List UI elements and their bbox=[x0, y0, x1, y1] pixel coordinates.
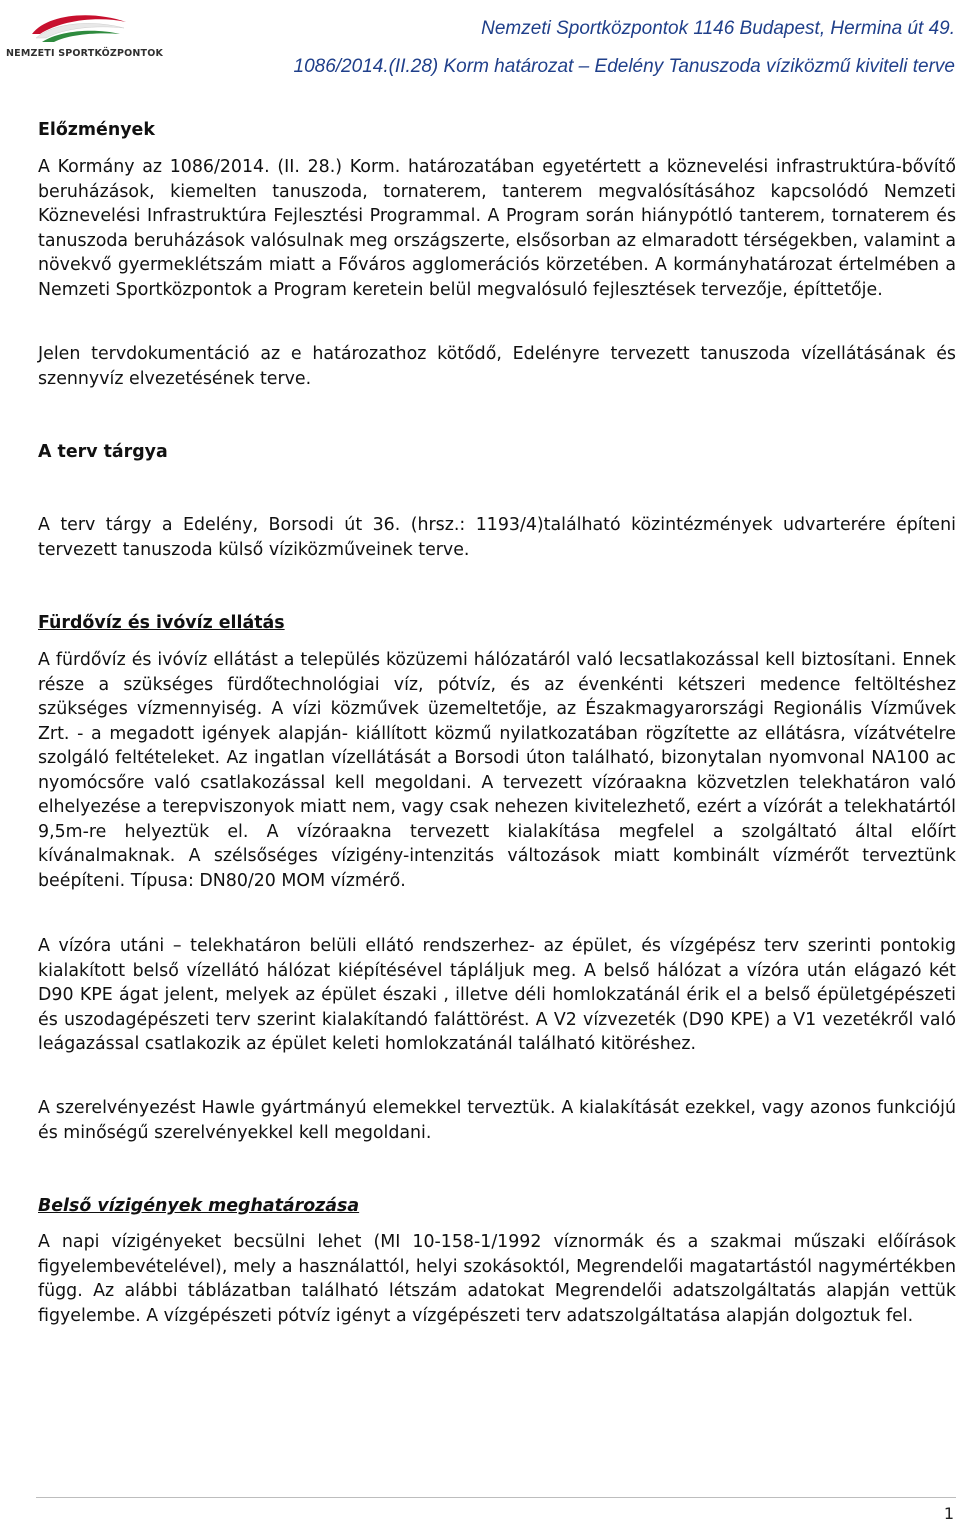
section-terv-targya bbox=[38, 440, 956, 464]
section-paragraph bbox=[38, 155, 956, 302]
paragraph-text: A fürdővíz és ivóvíz ellátást a település közüzemi hálózatáról való lecsatlakozással kell biztosítani. Ennek része a szükséges fürdőtechnológiai víz, pótvíz, és az évenkénti kétszeri medence feltöltéshez szükséges vízmennyiség. A vízi közművek üzemeltetője, az Északmagyarországi Regionális Vízművek Zrt. - a megadott igények alapján- kiállított közmű nyilatkozatában rögzítette az ellátásra, vízátvételre szolgáló feltételeket. Az ingatlan vízellátását a Borsodi úton található, bizonytalan nyomvonal NA100 ac nyomócsőre való csatlakozással kell megoldani. A tervezett vízóraakna közvetzlen telekhatáron való elhelyezése a terepviszonyok miatt nem, vagy csak nehezen kivitelezhető, ezért a vízórát a telekhatártól 9,5m-re helyeztük el. A vízóraakna tervezett kialakítása megfelel a szolgáltató által előírt kívánalmaknak. A szélsőséges vízigény-intenzitás változások miatt kombinált vízmérőt terveztünk beépíteni. Típusa: DN80/20 MOM vízmérő. bbox=[38, 650, 956, 891]
paragraph-text: A terv tárgy a Edelény, Borsodi út 36. (hrsz.: 1193/4)található közintézmények udvarterére építeni tervezett tanuszoda külső víziközműveinek terve. bbox=[38, 515, 956, 560]
section-heading: A terv tárgya bbox=[38, 442, 168, 462]
logo-swoosh-icon bbox=[2, 8, 158, 48]
header-document-title: 1086/2014.(II.28) Korm határozat – Edelény Tanuszoda víziközmű kiviteli terve bbox=[293, 56, 955, 77]
section-heading: Belső vízigények meghatározása bbox=[38, 1196, 360, 1216]
section-paragraph bbox=[38, 1230, 956, 1328]
section-paragraph bbox=[38, 934, 956, 1057]
paragraph-text: A szerelvényezést Hawle gyártmányú elemekkel terveztük. A kialakítását ezekkel, vagy azonos funkciójú és minőségű szerelvényekkel kell megoldani. bbox=[38, 1098, 956, 1143]
footer-divider bbox=[36, 1497, 956, 1498]
section-elozmenyek bbox=[38, 118, 956, 142]
section-heading: Fürdővíz és ivóvíz ellátás bbox=[38, 613, 285, 633]
paragraph-text: Jelen tervdokumentáció az e határozathoz kötődő, Edelényre tervezett tanuszoda vízellátásának és szennyvíz elvezetésének terve. bbox=[38, 344, 956, 389]
paragraph-text: A napi vízigényeket becsülni lehet (MI 10-158-1/1992 víznormák és a szakmai műszaki előírások figyelembevételével), mely a használattól, helyi szokásoktól, Megrendelői magatartástól nagymértékben függ. Az alábbi táblázatban található létszám adatokat Megrendelői adatszolgáltatás alapján vettük figyelembe. A vízgépészeti pótvíz igényt a vízgépészeti terv adatszolgáltatása alapján dolgoztuk fel. bbox=[38, 1232, 956, 1326]
section-paragraph bbox=[38, 513, 956, 562]
logo-text: NEMZETI SPORTKÖZPONTOK bbox=[6, 48, 164, 59]
page-number: 1 bbox=[943, 1504, 954, 1523]
section-belso-vizigenyek bbox=[38, 1194, 956, 1218]
section-paragraph bbox=[38, 648, 956, 893]
section-paragraph bbox=[38, 342, 956, 391]
section-furdoviz-ellatas bbox=[38, 611, 956, 635]
section-heading: Előzmények bbox=[38, 120, 155, 140]
nemzeti-sportkozpontok-logo bbox=[2, 8, 164, 59]
header-organization-address: Nemzeti Sportközpontok 1146 Budapest, Hermina út 49. bbox=[481, 18, 955, 39]
paragraph-text: A vízóra utáni – telekhatáron belüli ellátó rendszerhez- az épület, és vízgépész terv szerinti pontokig kialakított belső vízellátó hálózat kiépítésével tápláljuk meg. A belső hálózat a vízóra után elágazó két D90 KPE ágat jelent, melyek az épület északi , illetve déli homlokzatánál érik el a belső épületgépészeti és uszodagépészeti terv szerint kialakítandó faláttörést. A V2 vízvezeték (D90 KPE) a V1 vezetékről való leágazással csatlakozik az épület keleti homlokzatánál található kitöréshez. bbox=[38, 936, 956, 1054]
section-paragraph bbox=[38, 1096, 956, 1145]
paragraph-text: A Kormány az 1086/2014. (II. 28.) Korm. határozatában egyetértett a köznevelési infrastruktúra-bővítő beruházások, kiemelten tanuszoda, tornaterem, tanterem megvalósításához kapcsolódó Nemzeti Köznevelési Infrastruktúra Fejlesztési Programmal. A Program során hiánypótló tanterem, tornaterem és tanuszoda beruházások valósulnak meg országszerte, elsősorban az elmaradott térségekben, valamint a növekvő gyermeklétszám miatt a Főváros agglomerációs körzetében. A kormányhatározat értelmében a Nemzeti Sportközpontok a Program keretein belül megvalósuló fejlesztések tervezője, építtetője. bbox=[38, 157, 956, 300]
